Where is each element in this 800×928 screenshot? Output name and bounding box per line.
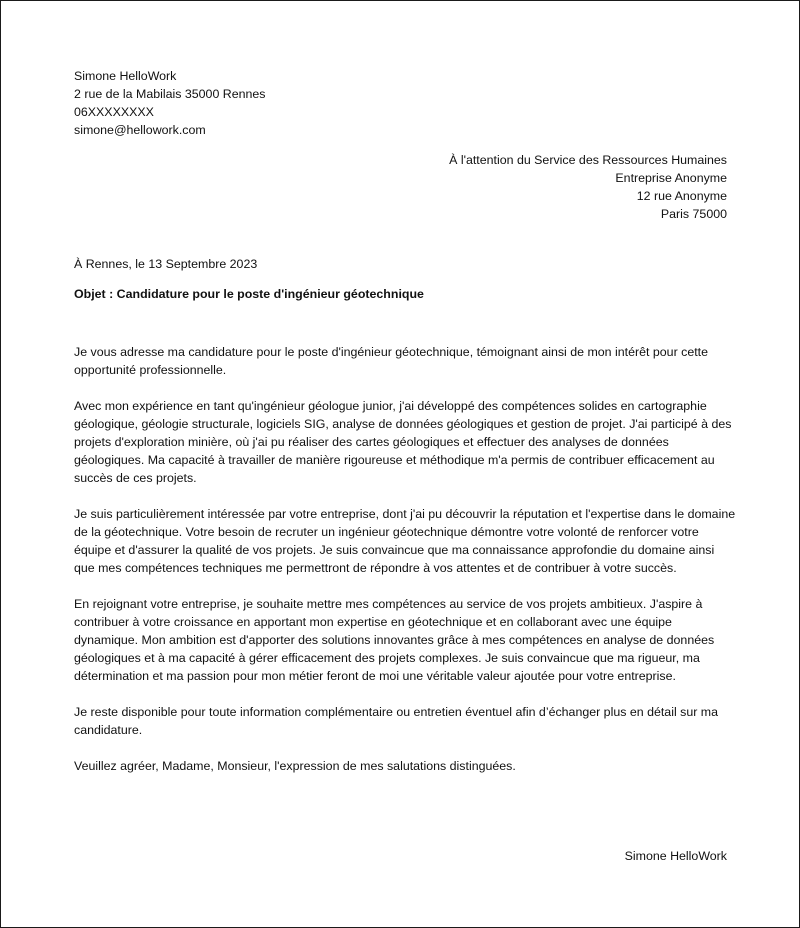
date-line: À Rennes, le 13 Septembre 2023 (74, 257, 258, 271)
letter-body (74, 343, 736, 793)
paragraph-intro: Je vous adresse ma candidature pour le poste d'ingénieur géotechnique, témoignant ainsi de mon intérêt pour cette opportunité professionnelle. (74, 345, 709, 377)
subject-line: Objet : Candidature pour le poste d'ingénieur géotechnique (74, 287, 424, 301)
paragraph-company-interest: Je suis particulièrement intéressée par votre entreprise, dont j'ai pu découvrir la réputation et l'expertise dans le domaine de la géotechnique. Votre besoin de recruter un ingénieur géotechnique démontre votre volonté de renforcer votre équipe et d'assurer la qualité de vos projets. Je suis convaincue que ma connaissance approfondie du domaine ainsi que mes compétences techniques me permettront de répondre à vos attentes et de contribuer à votre succès. (74, 507, 736, 575)
paragraph-experience: Avec mon expérience en tant qu'ingénieur géologue junior, j'ai développé des compétences solides en cartographie géologique, géologie structurale, logiciels SIG, analyse de données géologiques et gestion de projet. J'ai participé à des projets d'exploration minière, où j'ai pu réaliser des cartes géologiques et effectuer des analyses de données géologiques. Ma capacité à travailler de manière rigoureuse et méthodique m'a permis de contribuer efficacement au succès de ces projets. (74, 399, 732, 485)
recipient-city: Paris 75000 (660, 207, 727, 221)
paragraph-closing: Veuillez agréer, Madame, Monsieur, l'expression de mes salutations distinguées. (74, 759, 516, 773)
recipient-street: 12 rue Anonyme (636, 189, 727, 203)
sender-block (74, 67, 474, 139)
paragraph-availability: Je reste disponible pour toute information complémentaire ou entretien éventuel afin d’échanger plus en détail sur ma candidature. (74, 705, 719, 737)
recipient-company: Entreprise Anonyme (615, 171, 727, 185)
signature: Simone HelloWork (624, 849, 727, 863)
sender-name: Simone HelloWork (74, 69, 177, 83)
recipient-attention: À l'attention du Service des Ressources Humaines (449, 153, 727, 167)
sender-phone: 06XXXXXXXX (74, 105, 154, 119)
sender-address: 2 rue de la Mabilais 35000 Rennes (74, 87, 266, 101)
recipient-block (307, 151, 727, 223)
paragraph-ambition: En rejoignant votre entreprise, je souhaite mettre mes compétences au service de vos projets ambitieux. J'aspire à contribuer à votre croissance en apportant mon expertise en géotechnique et en collaborant avec une équipe dynamique. Mon ambition est d'apporter des solutions innovantes grâce à mes compétences en analyse de données géologiques et à ma capacité à gérer efficacement des projets complexes. Je suis convaincue que ma rigueur, ma détermination et ma passion pour mon métier feront de moi une véritable valeur ajoutée pour votre entreprise. (74, 597, 715, 683)
sender-email: simone@hellowork.com (74, 123, 206, 137)
